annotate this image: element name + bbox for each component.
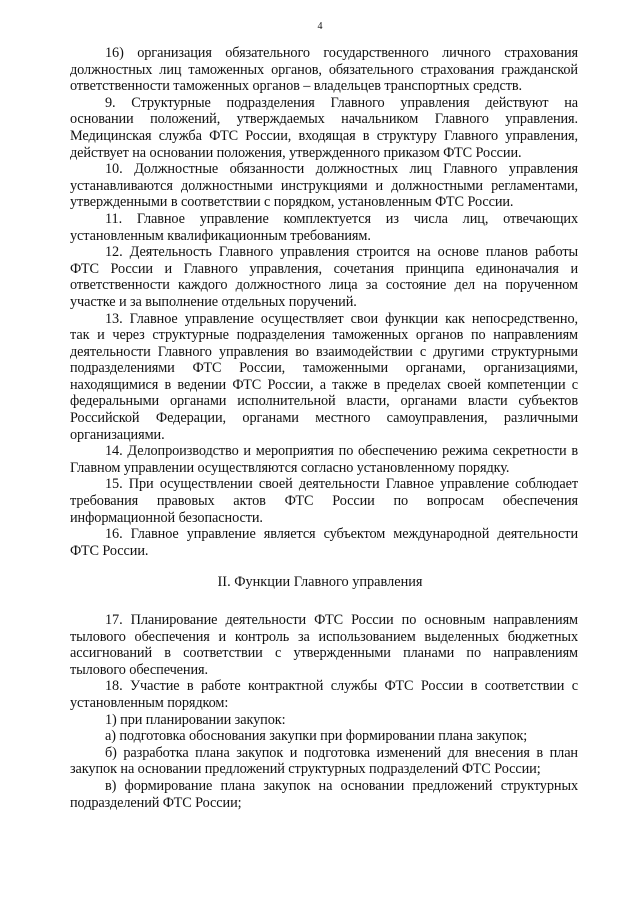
paragraph-line: закупок на основании предложений структурных подразделений ФТС России; bbox=[70, 761, 541, 778]
paragraph-line: тылового обеспечения и контроль за использованием выделенных бюджетных bbox=[70, 628, 578, 645]
paragraph-line: ФТС России и Главного управления, сочетания принципа единоначалия и bbox=[70, 260, 578, 277]
paragraph-line: требования правовых актов ФТС России по вопросам обеспечения bbox=[70, 493, 578, 510]
paragraph-first-line: 1) при планировании закупок: bbox=[105, 711, 286, 728]
section-functions bbox=[70, 612, 578, 811]
paragraph-line: устанавливаются должностными инструкциями и должностными регламентами, bbox=[70, 177, 578, 194]
paragraph-first-line: б) разработка плана закупок и подготовка изменений для внесения в план bbox=[105, 744, 578, 761]
page-number: 4 bbox=[317, 21, 323, 32]
paragraph-first-line: 10. Должностные обязанности должностных лиц Главного управления bbox=[105, 161, 578, 178]
paragraph-line: находящимися в ведении ФТС России, а также в пределах своей компетенции с bbox=[70, 376, 578, 393]
paragraph-first-line: 17. Планирование деятельности ФТС России по основным направлениям bbox=[105, 612, 578, 628]
paragraph-line: ответственности каждого должностного лица за состояние дел на порученном bbox=[70, 277, 578, 294]
paragraph-line: ассигнований в соответствии с утвержденными планами по направлениям bbox=[70, 645, 578, 662]
paragraph-first-line: 15. При осуществлении своей деятельности Главное управление соблюдает bbox=[105, 476, 578, 493]
paragraph-first-line: в) формирование плана закупок на основании предложений структурных bbox=[105, 777, 578, 794]
paragraph-line: федеральными органами исполнительной власти, органами власти субъектов bbox=[70, 393, 578, 410]
paragraph-first-line: 13. Главное управление осуществляет свои функции как непосредственно, bbox=[105, 310, 578, 327]
paragraph-line: действует на основании положения, утвержденного приказом ФТС России. bbox=[70, 144, 522, 161]
paragraph-line: установленным квалификационным требованиям. bbox=[70, 227, 371, 244]
paragraph-first-line: 11. Главное управление комплектуется из числа лиц, отвечающих bbox=[105, 210, 578, 227]
paragraph-first-line: 9. Структурные подразделения Главного управления действуют на bbox=[105, 94, 578, 111]
paragraph-first-line: 16) организация обязательного государственного личного страхования bbox=[105, 45, 578, 61]
paragraph-line: так и через структурные подразделения таможенных органов по направлениям bbox=[70, 327, 578, 344]
paragraph-first-line: 12. Деятельность Главного управления строится на основе планов работы bbox=[105, 244, 578, 261]
paragraph-line: основании положений, утверждаемых начальником Главного управления. bbox=[70, 111, 578, 128]
paragraph-line: организациями. bbox=[70, 426, 165, 443]
section-general-provisions-continued bbox=[70, 45, 578, 559]
paragraph-line: Медицинская служба ФТС России, входящая в структуру Главного управления, bbox=[70, 127, 578, 144]
paragraph-line: подразделениями ФТС России, таможенными органами, организациями, bbox=[70, 360, 578, 377]
paragraph-line: информационной безопасности. bbox=[70, 509, 263, 526]
section-heading-functions: II. Функции Главного управления bbox=[217, 574, 423, 590]
paragraph-line: участке и за выполнение отдельных поручений. bbox=[70, 293, 357, 310]
paragraph-line: подразделений ФТС России; bbox=[70, 794, 242, 811]
paragraph-first-line: 14. Делопроизводство и мероприятия по обеспечению режима секретности в bbox=[105, 443, 578, 460]
paragraph-line: деятельности Главного управления во взаимодействии с другими структурными bbox=[70, 343, 578, 360]
paragraph-line: Главном управлении осуществляются согласно установленному порядку. bbox=[70, 459, 510, 476]
paragraph-line: установленным порядком: bbox=[70, 694, 229, 711]
paragraph-line: Российской Федерации, органами местного самоуправления, различными bbox=[70, 410, 578, 427]
paragraph-first-line: 18. Участие в работе контрактной службы ФТС России в соответствии с bbox=[105, 678, 578, 695]
paragraph-line: утвержденными в соответствии с порядком, установленным ФТС России. bbox=[70, 194, 514, 211]
paragraph-line: должностных лиц таможенных органов, обязательного страхования гражданской bbox=[70, 61, 578, 78]
paragraph-line: ФТС России. bbox=[70, 542, 149, 559]
paragraph-line: ответственности таможенных органов – владельцев транспортных средств. bbox=[70, 78, 522, 95]
paragraph-first-line: а) подготовка обоснования закупки при формировании плана закупок; bbox=[105, 728, 528, 745]
paragraph-first-line: 16. Главное управление является субъектом международной деятельности bbox=[105, 526, 578, 543]
paragraph-line: тылового обеспечения. bbox=[70, 661, 208, 678]
